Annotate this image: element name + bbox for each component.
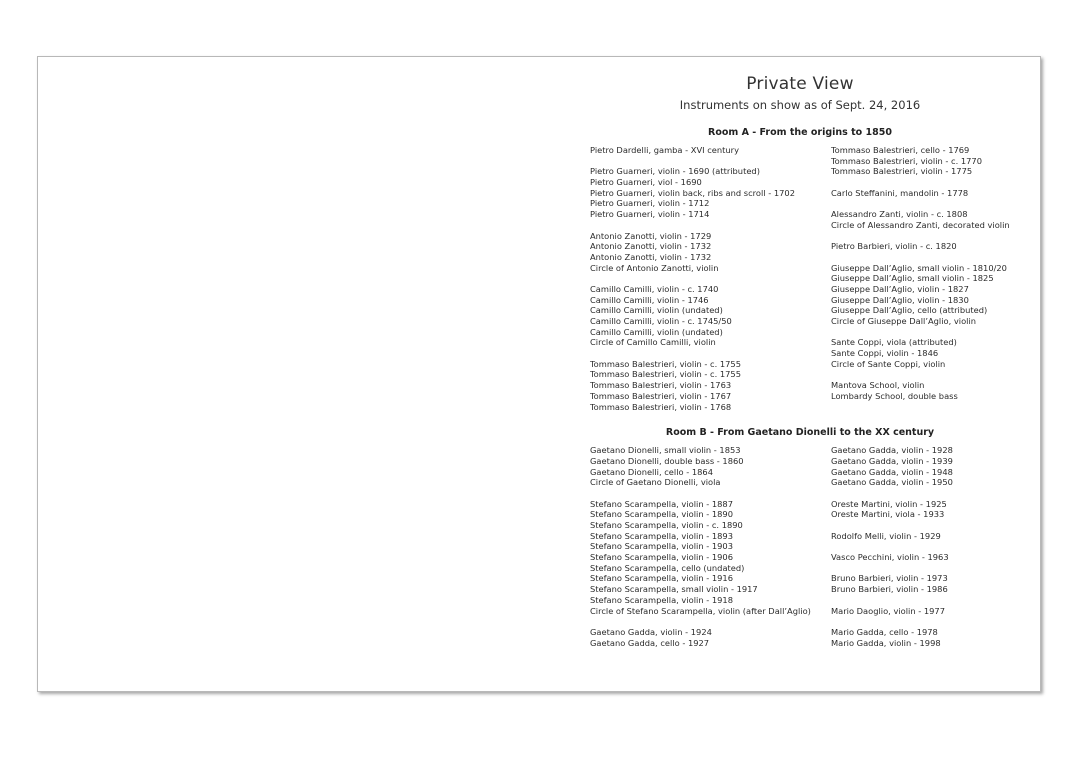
instrument-entry: Tommaso Balestrieri, violin - 1763 [590, 380, 732, 391]
instrument-entry: Pietro Barbieri, violin - c. 1820 [831, 241, 957, 252]
instrument-entry: Stefano Scarampella, violin - 1887 [590, 498, 733, 509]
instrument-entry: Tommaso Balestrieri, violin - 1768 [590, 401, 732, 412]
instrument-entry: Tommaso Balestrieri, violin - c. 1770 [831, 155, 982, 166]
instrument-entry: Sante Coppi, violin - 1846 [831, 348, 939, 359]
instrument-entry: Camillo Camilli, violin (undated) [590, 305, 723, 316]
instrument-group [831, 380, 1010, 401]
instrument-entry: Gaetano Gadda, violin - 1928 [831, 445, 953, 456]
instrument-group [831, 263, 1010, 327]
instrument-group [831, 188, 1010, 199]
instrument-group [590, 445, 831, 488]
instrument-entry: Circle of Alessandro Zanti, decorated violin [831, 219, 1010, 230]
instrument-entry: Tommaso Balestrieri, violin - c. 1755 [590, 358, 741, 369]
instrument-entry: Stefano Scarampella, violin - 1916 [590, 573, 733, 584]
room-b-heading: Room B - From Gaetano Dionelli to the XX century [665, 427, 935, 439]
instrument-entry: Stefano Scarampella, violin - 1906 [590, 552, 733, 563]
instrument-entry: Rodolfo Melli, violin - 1929 [831, 530, 941, 541]
instrument-entry: Camillo Camilli, violin - c. 1745/50 [590, 316, 732, 326]
instrument-entry: Mario Daoglio, violin - 1977 [831, 605, 945, 616]
instrument-entry: Giuseppe Dall’Aglio, cello (attributed) [831, 305, 988, 316]
instrument-entry: Stefano Scarampella, violin - 1893 [590, 530, 733, 541]
instrument-entry: Alessandro Zanti, violin - c. 1808 [831, 209, 968, 220]
instrument-entry: Vasco Pecchini, violin - 1963 [831, 552, 949, 563]
instrument-entry: Oreste Martini, violin - 1925 [831, 498, 947, 509]
instrument-entry: Circle of Gaetano Dionelli, viola [590, 477, 721, 488]
instrument-entry: Gaetano Dionelli, cello - 1864 [590, 466, 713, 477]
instrument-entry: Mario Gadda, violin - 1998 [831, 637, 941, 648]
instrument-group [590, 231, 831, 274]
instrument-entry: Gaetano Gadda, violin - 1924 [590, 626, 712, 637]
instrument-entry: Oreste Martini, viola - 1933 [831, 509, 945, 520]
document-page [37, 56, 1041, 692]
page-subtitle: Instruments on show as of Sept. 24, 2016 [679, 98, 921, 112]
instrument-entry: Antonio Zanotti, violin - 1732 [590, 241, 712, 252]
room-b-left-column [590, 445, 831, 648]
instrument-entry: Circle of Camillo Camilli, violin [590, 337, 716, 348]
room-b-columns [590, 445, 1010, 648]
room-a-left-column [590, 145, 831, 412]
instrument-entry: Stefano Scarampella, cello (undated) [590, 562, 745, 573]
instrument-entry: Stefano Scarampella, violin - 1903 [590, 541, 733, 552]
instrument-entry: Gaetano Gadda, violin - 1939 [831, 455, 953, 466]
instrument-group [590, 627, 831, 648]
instrument-group [831, 606, 1010, 617]
instrument-entry: Pietro Guarneri, violin back, ribs and scroll - 1702 [590, 187, 795, 198]
instrument-entry: Stefano Scarampella, violin - 1890 [590, 509, 733, 520]
instrument-entry: Giuseppe Dall’Aglio, violin - 1827 [831, 283, 969, 294]
instrument-group [590, 499, 831, 617]
instrument-group [831, 552, 1010, 563]
instrument-entry: Giuseppe Dall’Aglio, small violin - 1810/20 [831, 262, 1007, 273]
instrument-entry: Pietro Guarneri, violin - 1712 [590, 198, 710, 209]
instrument-entry: Tommaso Balestrieri, violin - 1767 [590, 390, 732, 401]
instrument-entry: Gaetano Dionelli, double bass - 1860 [590, 455, 744, 466]
instrument-entry: Carlo Steffanini, mandolin - 1778 [831, 187, 969, 198]
room-a-heading: Room A - From the origins to 1850 [708, 127, 892, 138]
instrument-entry: Mario Gadda, cello - 1978 [831, 626, 938, 637]
instrument-group [831, 337, 1010, 369]
instrument-group [590, 145, 831, 156]
instrument-entry: Stefano Scarampella, small violin - 1917 [590, 584, 758, 595]
instrument-entry: Camillo Camilli, violin - c. 1740 [590, 283, 719, 294]
instrument-entry: Tommaso Balestrieri, violin - 1775 [831, 166, 973, 177]
instrument-entry: Stefano Scarampella, violin - 1918 [590, 594, 733, 605]
instrument-entry: Circle of Sante Coppi, violin [831, 358, 946, 369]
instrument-entry: Gaetano Gadda, cello - 1927 [590, 637, 710, 648]
instrument-entry: Gaetano Dionelli, small violin - 1853 [590, 445, 741, 456]
instrument-entry: Gaetano Gadda, violin - 1948 [831, 466, 953, 477]
room-b-right-column [831, 445, 1010, 648]
instrument-entry: Mantova School, violin [831, 380, 925, 391]
instrument-entry: Camillo Camilli, violin (undated) [590, 326, 723, 337]
instrument-entry: Circle of Giuseppe Dall’Aglio, violin [831, 316, 977, 326]
instrument-group [831, 531, 1010, 542]
instrument-entry: Stefano Scarampella, violin - c. 1890 [590, 520, 743, 530]
instrument-entry: Tommaso Balestrieri, cello - 1769 [831, 145, 970, 155]
instrument-entry: Pietro Guarneri, violin - 1690 (attributed) [590, 166, 760, 177]
instrument-entry: Circle of Antonio Zanotti, violin [590, 262, 719, 273]
instrument-entry: Tommaso Balestrieri, violin - c. 1755 [590, 369, 741, 380]
instrument-entry: Pietro Guarneri, viol - 1690 [590, 177, 702, 188]
instrument-group [590, 166, 831, 219]
room-a-columns [590, 145, 1010, 412]
instrument-entry: Lombardy School, double bass [831, 390, 958, 401]
instrument-group [831, 145, 1010, 177]
instrument-entry: Circle of Stefano Scarampella, violin (after Dall’Aglio) [590, 605, 811, 616]
instrument-entry: Sante Coppi, viola (attributed) [831, 337, 957, 348]
page-title: Private View [746, 74, 854, 94]
instrument-entry: Pietro Guarneri, violin - 1714 [590, 209, 710, 220]
instrument-group [831, 499, 1010, 520]
instrument-group [831, 209, 1010, 230]
instrument-group [831, 445, 1010, 488]
instrument-group [831, 573, 1010, 594]
instrument-entry: Giuseppe Dall’Aglio, violin - 1830 [831, 294, 969, 305]
instrument-group [590, 284, 831, 348]
instrument-entry: Bruno Barbieri, violin - 1973 [831, 573, 948, 584]
room-a-right-column [831, 145, 1010, 412]
page-content [590, 72, 1010, 648]
instrument-group [831, 241, 1010, 252]
instrument-entry: Pietro Dardelli, gamba - XVI century [590, 145, 739, 155]
instrument-entry: Bruno Barbieri, violin - 1986 [831, 584, 948, 595]
instrument-entry: Camillo Camilli, violin - 1746 [590, 294, 709, 305]
instrument-entry: Antonio Zanotti, violin - 1729 [590, 230, 712, 241]
instrument-entry: Giuseppe Dall’Aglio, small violin - 1825 [831, 273, 994, 284]
instrument-group [590, 359, 831, 412]
instrument-entry: Gaetano Gadda, violin - 1950 [831, 477, 953, 488]
instrument-group [831, 627, 1010, 648]
instrument-entry: Antonio Zanotti, violin - 1732 [590, 251, 712, 262]
